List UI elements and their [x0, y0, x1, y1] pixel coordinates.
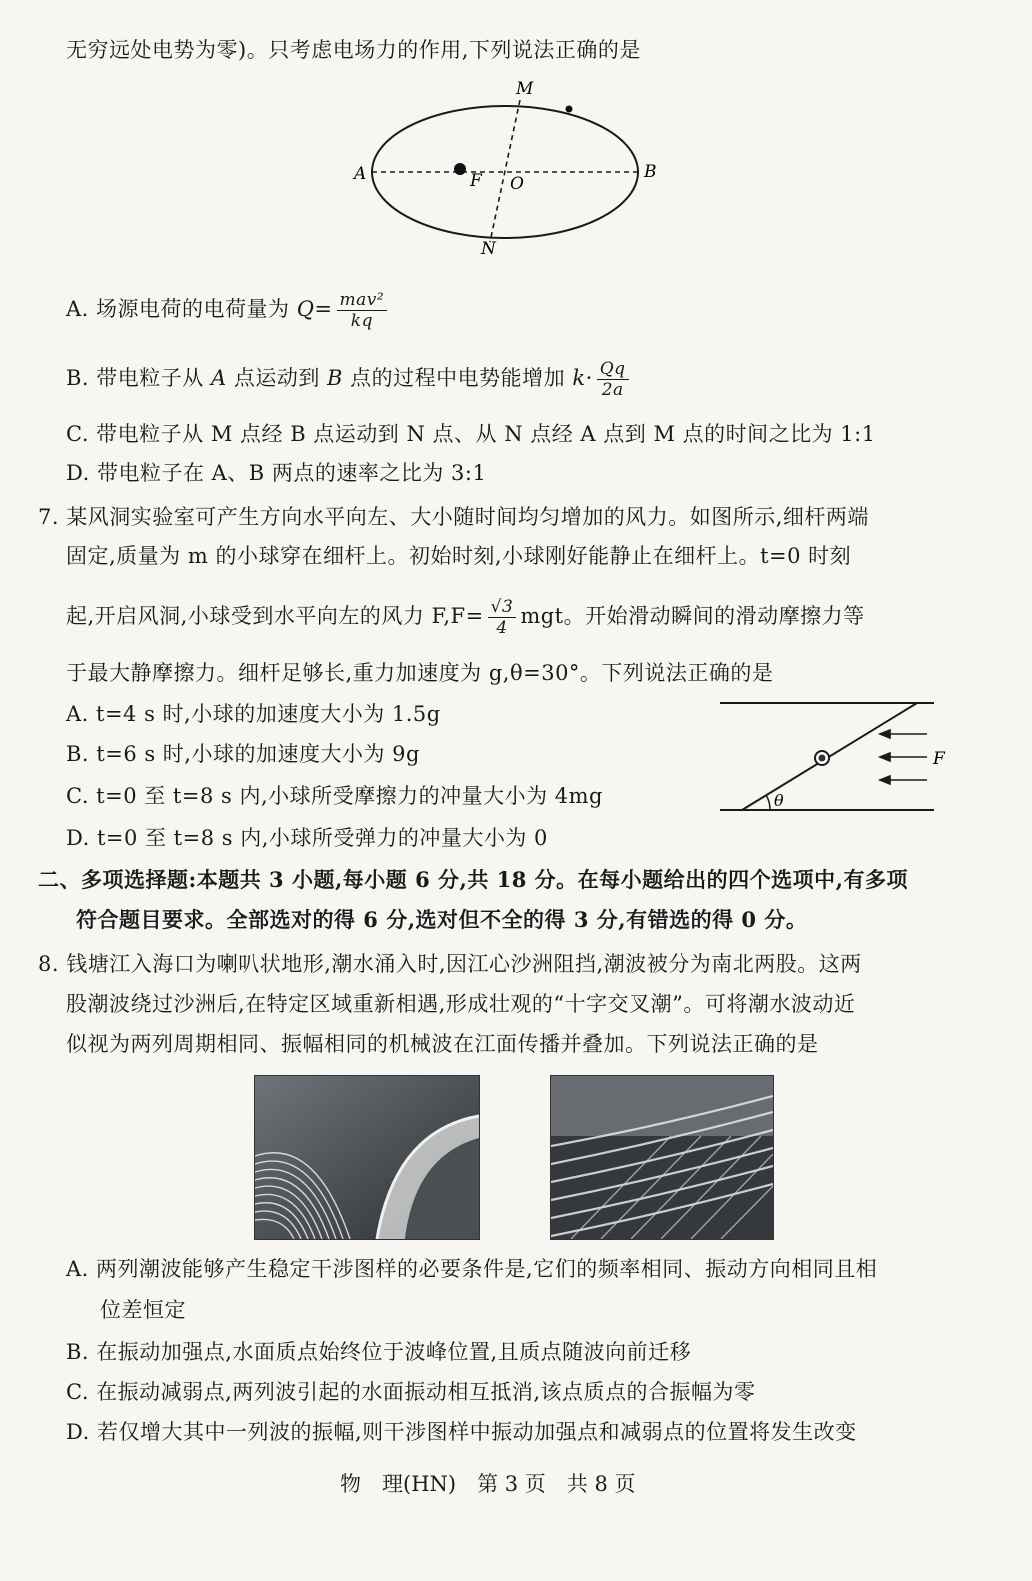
q8-option-a-line-2: 位差恒定	[100, 1298, 186, 1322]
fraction-mav2-over-kq: $\frac{\text{mav²}}{kq}$	[337, 290, 388, 331]
label-F-force: F	[933, 749, 945, 769]
q7-option-d: D. t=0 至 t=8 s 内,小球所受弹力的冲量大小为 0	[66, 826, 548, 850]
tide-photo-left	[254, 1075, 480, 1240]
label-M: M	[516, 79, 534, 99]
q8-stem-line-1: 8. 钱塘江入海口为喇叭状地形,潮水涌入时,因江心沙洲阻挡,潮波被分为南北两股。这两	[38, 952, 862, 976]
q7-option-b: B. t=6 s 时,小球的加速度大小为 9g	[66, 742, 420, 766]
q7-option-a: A. t=4 s 时,小球的加速度大小为 1.5g	[66, 702, 441, 726]
section-2-heading-line-2: 符合题目要求。全部选对的得 6 分,选对但不全的得 3 分,有错选的得 0 分。	[76, 907, 808, 932]
label-B: B	[644, 162, 657, 182]
section-2-heading-line-1: 二、多项选择题:本题共 3 小题,每小题 6 分,共 18 分。在每小题给出的四个选项中,有多项	[38, 867, 908, 892]
wind-arrows	[880, 730, 927, 784]
q6-option-b: B. 带电粒子从 A 点运动到 B 点的过程中电势能增加 k· $\frac{Qq}{2a}$	[66, 355, 633, 401]
q6-option-a: A. 场源电荷的电荷量为 Q= $\frac{\text{mav²}}{kq}$	[66, 286, 391, 332]
tide-photo-right	[550, 1075, 774, 1240]
q8-stem-line-3: 似视为两列周期相同、振幅相同的机械波在江面传播并叠加。下列说法正确的是	[66, 1032, 819, 1056]
label-A: A	[354, 164, 367, 184]
q8-option-a-line-1: A. 两列潮波能够产生稳定干涉图样的必要条件是,它们的频率相同、振动方向相同且相	[66, 1257, 878, 1281]
q8-stem-line-2: 股潮波绕过沙洲后,在特定区域重新相遇,形成壮观的“十字交叉潮”。可将潮水波动近	[66, 992, 856, 1016]
wind-tunnel-figure	[712, 694, 962, 819]
q8-option-b: B. 在振动加强点,水面质点始终位于波峰位置,且质点随波向前迁移	[66, 1340, 692, 1364]
label-N: N	[481, 239, 496, 259]
q8-option-d: D. 若仅增大其中一列波的振幅,则干涉图样中振动加强点和减弱点的位置将发生改变	[66, 1420, 857, 1444]
q7-stem-line-2: 固定,质量为 m 的小球穿在细杆上。初始时刻,小球刚好能静止在细杆上。t=0 时刻	[66, 544, 852, 568]
focus-charge-dot	[454, 163, 466, 175]
q7-option-c: C. t=0 至 t=8 s 内,小球所受摩擦力的冲量大小为 4mg	[66, 784, 604, 808]
q7-stem-line-4: 于最大静摩擦力。细杆足够长,重力加速度为 g,θ=30°。下列说法正确的是	[66, 661, 774, 685]
label-theta: θ	[774, 791, 784, 810]
minor-axis-line	[490, 100, 520, 242]
ellipse-orbit-figure	[340, 76, 670, 261]
fraction-sqrt3-over-4: $\frac{√3}{4}$	[488, 597, 517, 638]
fraction-qq-over-2a: $\frac{Qq}{2a}$	[597, 359, 629, 400]
angle-arc	[766, 795, 770, 810]
q7-stem-line-3: 起,开启风洞,小球受到水平向左的风力 F,F= $\frac{√3}{4}$ mgt。开始滑动瞬间的滑动摩擦力等	[66, 597, 865, 638]
page-footer: 物 理(HN) 第 3 页 共 8 页	[340, 1472, 636, 1496]
q6-option-c: C. 带电粒子从 M 点经 B 点运动到 N 点、从 N 点经 A 点到 M 点的时间之比为 1:1	[66, 422, 876, 446]
label-O: O	[510, 174, 524, 194]
q6-stem-tail: 无穷远处电势为零)。只考虑电场力的作用,下列说法正确的是	[66, 38, 641, 62]
particle-dot	[566, 106, 573, 113]
label-F: F	[470, 171, 482, 191]
q8-option-c: C. 在振动减弱点,两列波引起的水面振动相互抵消,该点质点的合振幅为零	[66, 1380, 756, 1404]
q7-stem-line-1: 7. 某风洞实验室可产生方向水平向左、大小随时间均匀增加的风力。如图所示,细杆两端	[38, 505, 869, 529]
q6-option-d: D. 带电粒子在 A、B 两点的速率之比为 3:1	[66, 461, 487, 485]
